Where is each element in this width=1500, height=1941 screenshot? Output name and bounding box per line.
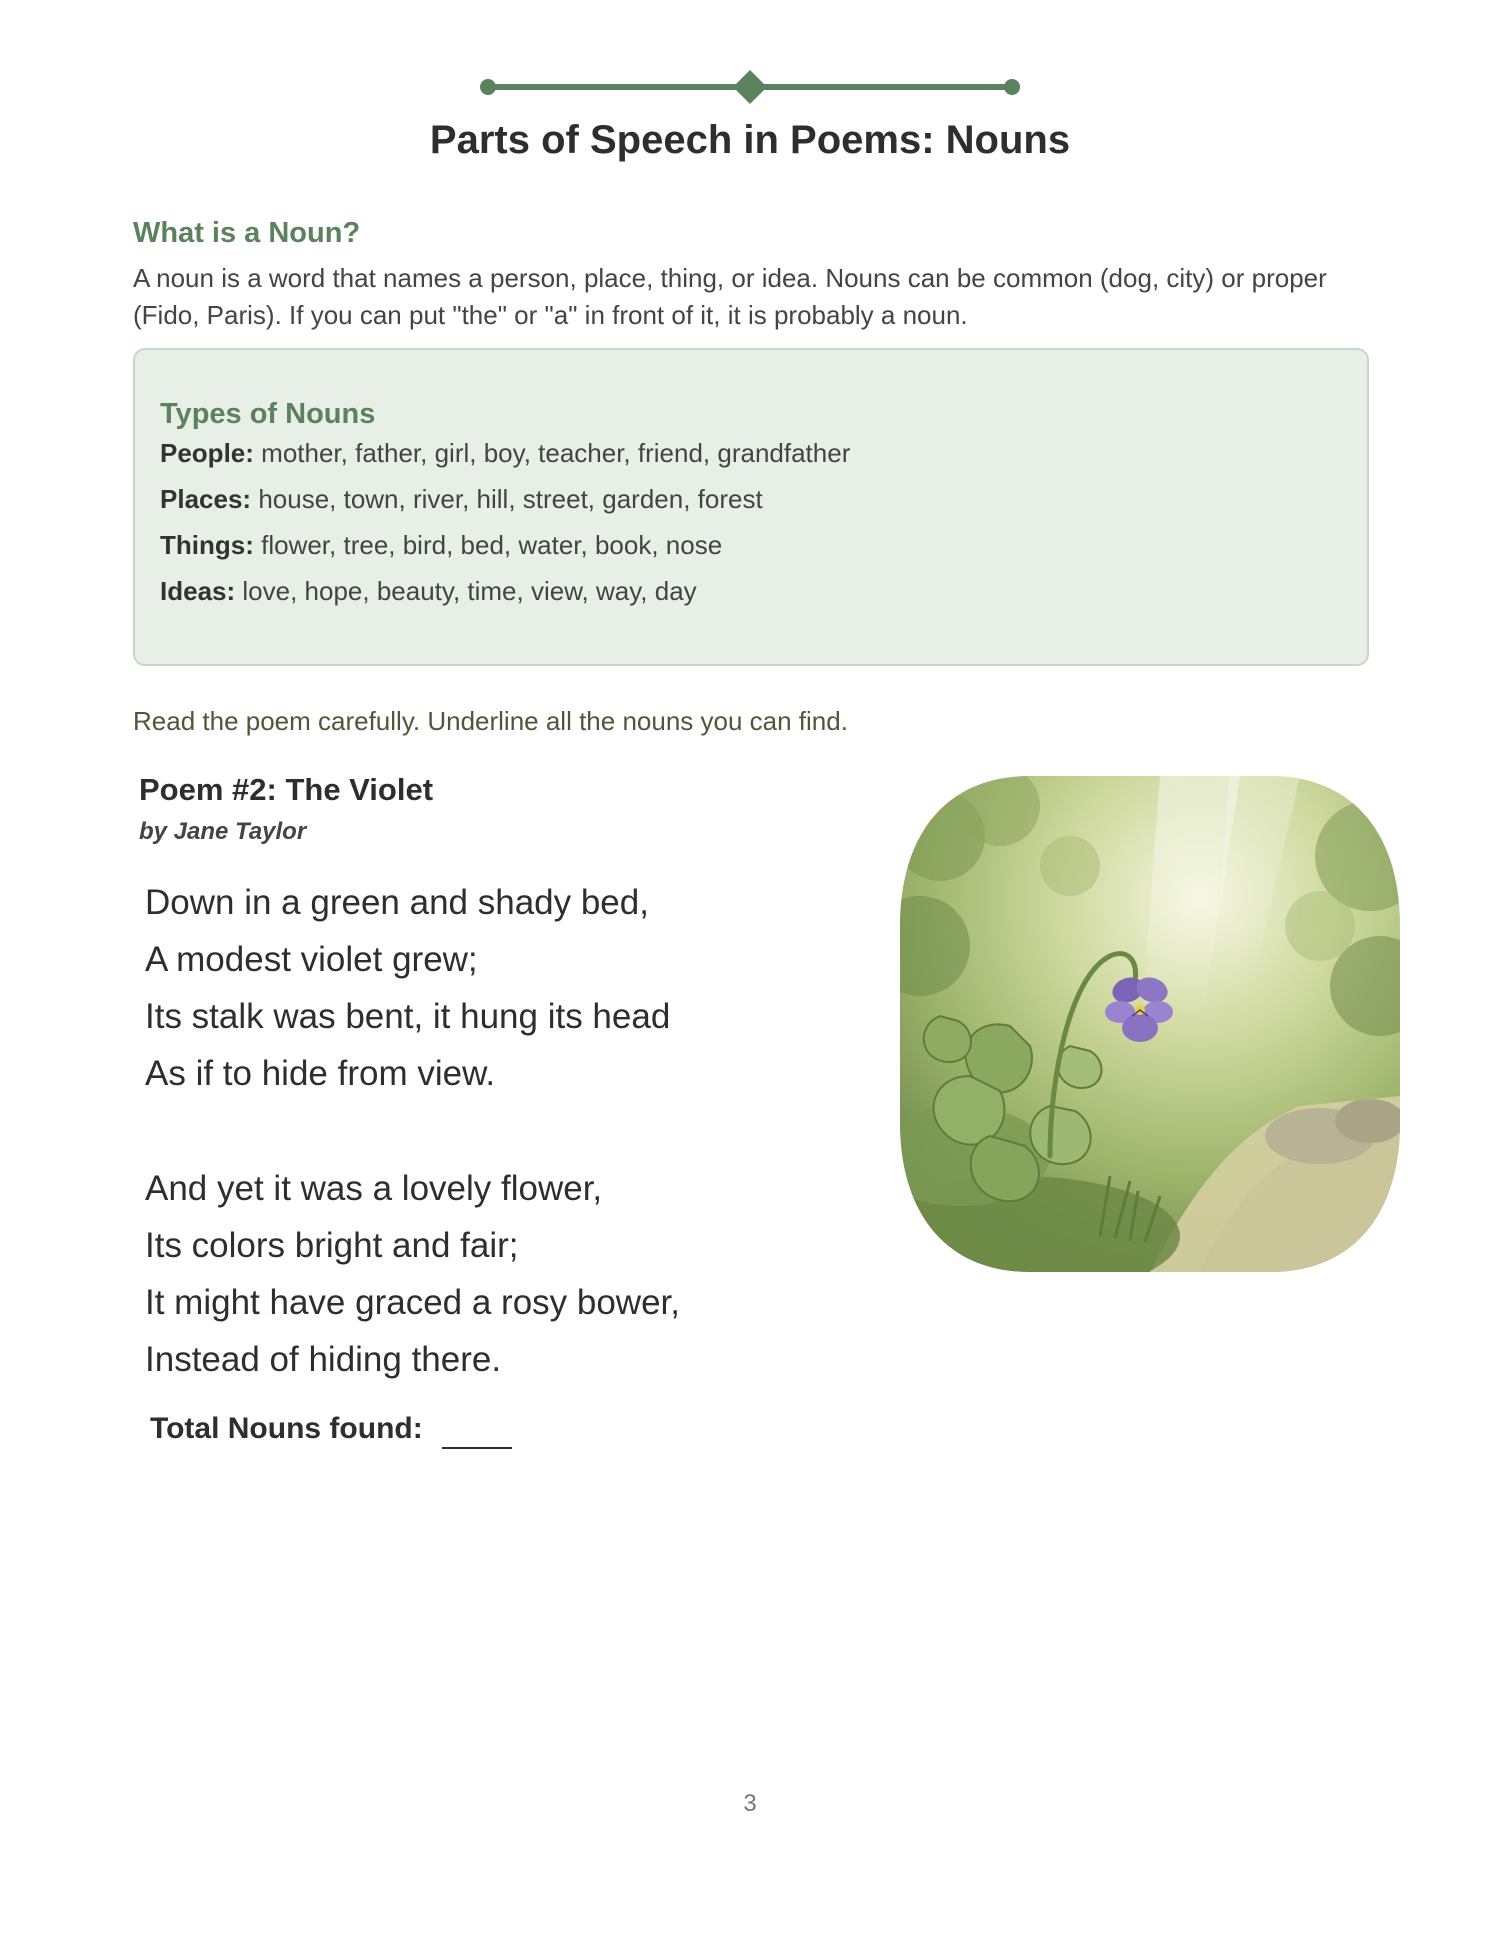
poem-line: Its stalk was bent, it hung its head [145,997,671,1036]
type-row-things [160,530,722,561]
page-title: Parts of Speech in Poems: Nouns [429,118,1071,162]
type-row-people [160,438,850,469]
type-row-ideas [160,576,697,607]
type-examples: house, town, river, hill, street, garden, forest [258,484,763,514]
poem-line: Its colors bright and fair; [145,1226,519,1265]
type-label: People: [160,438,254,468]
total-nouns-label: Total Nouns found: [150,1412,423,1445]
type-label: Ideas: [160,576,236,606]
instructions: Read the poem carefully. Underline all the nouns you can find. [133,706,848,736]
definition-text: A noun is a word that names a person, place, thing, or idea. Nouns can be common (dog, city) or proper (Fido, Paris). If you can put "the" or "a" in front of it, it is probably a noun. [133,263,1327,330]
poem-line: And yet it was a lovely flower, [145,1169,603,1208]
answer-blank[interactable] [442,1447,512,1449]
type-row-places [160,484,763,515]
types-heading: Types of Nouns [160,398,376,430]
type-examples: mother, father, girl, boy, teacher, friend, grandfather [261,438,851,468]
type-examples: love, hope, beauty, time, view, way, day [242,576,697,606]
poem-line: Down in a green and shady bed, [145,883,649,922]
poem-author: by Jane Taylor [139,818,307,845]
poem-title: Poem #2: The Violet [139,772,434,807]
poem-line: Instead of hiding there. [145,1340,502,1379]
poem-line: A modest violet grew; [145,940,478,979]
types-of-nouns-box [133,348,1369,666]
violet-flower-illustration [900,776,1400,1272]
type-label: Places: [160,484,252,514]
page-number: 3 [743,1790,757,1817]
poem-line: It might have graced a rosy bower, [145,1283,680,1322]
definition-heading: What is a Noun? [133,217,361,249]
poem-line: As if to hide from view. [145,1054,496,1093]
type-examples: flower, tree, bird, bed, water, book, nose [261,530,723,560]
title-ornament-icon [480,70,1020,104]
type-label: Things: [160,530,254,560]
